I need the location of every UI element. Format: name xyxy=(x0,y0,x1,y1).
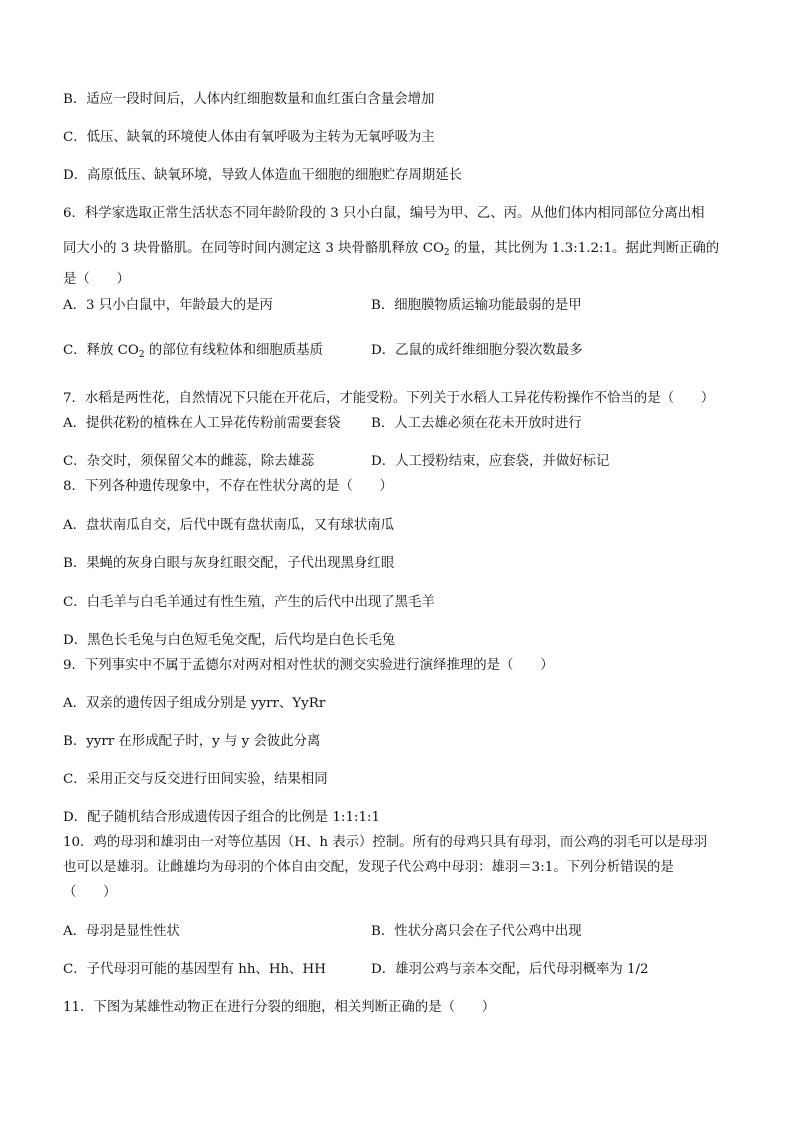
q6-option-c-a: C．释放 CO xyxy=(63,343,139,358)
q9-option-d: D．配子随机结合形成遗传因子组合的比例是 1:1:1:1 xyxy=(63,810,381,825)
q6-stem-line1: 6．科学家选取正常生活状态不同年龄阶段的 3 只小白鼠，编号为甲、乙、丙。从他们体内相同部位分离出相 xyxy=(63,206,705,221)
q9-stem: 9．下列事实中不属于孟德尔对两对相对性状的测交实验进行演绎推理的是（ ） xyxy=(63,658,554,673)
q6-stem-line3: 是（ ） xyxy=(63,272,130,287)
q6-stem-line2-a: 同大小的 3 块骨骼肌。在同等时间内测定这 3 块骨骼肌释放 CO xyxy=(63,241,444,256)
q10-option-d: D．雄羽公鸡与亲本交配，后代母羽概率为 1/2 xyxy=(371,962,649,977)
q10-option-b: B．性状分离只会在子代公鸡中出现 xyxy=(371,924,582,939)
q7-option-d: D．人工授粉结束，应套袋，并做好标记 xyxy=(371,454,610,469)
q7-option-c: C．杂交时，须保留父本的雌蕊，除去雄蕊 xyxy=(63,454,315,469)
q10-stem-line1: 10．鸡的母羽和雄羽由一对等位基因（H、h 表示）控制。所有的母鸡只具有母羽，而公鸡的羽毛可以是母羽 xyxy=(63,835,708,850)
q6-option-c-subscript: 2 xyxy=(138,350,145,360)
q7-option-b: B．人工去雄必须在花未开放时进行 xyxy=(371,416,582,431)
q6-option-d: D．乙鼠的成纤维细胞分裂次数最多 xyxy=(371,343,583,358)
q6-stem-line2-b: 的量，其比例为 1.3:1.2:1。据此判断正确的 xyxy=(449,241,720,256)
q8-option-a: A．盘状南瓜自交，后代中既有盘状南瓜，又有球状南瓜 xyxy=(63,518,395,533)
q9-option-b: B．yyrr 在形成配子时，y 与 y 会彼此分离 xyxy=(63,734,321,749)
q5-option-d: D．高原低压、缺氧环境，导致人体造血干细胞的细胞贮存周期延长 xyxy=(63,168,463,183)
q6-stem-line2 xyxy=(63,240,719,262)
q10-option-a: A．母羽是显性性状 xyxy=(63,924,180,939)
q8-option-c: C．白毛羊与白毛羊通过有性生殖，产生的后代中出现了黑毛羊 xyxy=(63,595,435,610)
q10-stem-line3: （ ） xyxy=(63,885,117,900)
q6-option-b: B．细胞膜物质运输功能最弱的是甲 xyxy=(371,298,582,313)
q9-option-c: C．采用正交与反交进行田间实验，结果相同 xyxy=(63,772,328,787)
q6-option-c xyxy=(63,342,323,364)
q10-stem-line2: 也可以是雄羽。让雌雄均为母羽的个体自由交配，发现子代公鸡中母羽：雄羽＝3:1。下列分析错误的是 xyxy=(63,860,674,875)
q7-option-a: A．提供花粉的植株在人工异花传粉前需要套袋 xyxy=(63,416,341,431)
q5-option-c: C．低压、缺氧的环境使人体由有氧呼吸为主转为无氧呼吸为主 xyxy=(63,130,435,145)
q7-stem: 7．水稻是两性花，自然情况下只能在开花后，才能受粉。下列关于水稻人工异花传粉操作不恰当的是（ ） xyxy=(63,391,715,406)
q10-option-c: C．子代母羽可能的基因型有 hh、Hh、HH xyxy=(63,962,326,977)
q6-co2-subscript: 2 xyxy=(443,248,450,258)
q8-option-d: D．黑色长毛兔与白色短毛兔交配，后代均是白色长毛兔 xyxy=(63,633,396,648)
q8-stem: 8．下列各种遗传现象中，不存在性状分离的是（ ） xyxy=(63,479,393,494)
q6-option-c-b: 的部位有线粒体和细胞质基质 xyxy=(144,343,323,358)
q9-option-a: A．双亲的遗传因子组成分别是 yyrr、YyRr xyxy=(63,696,326,711)
q6-option-a: A．3 只小白鼠中，年龄最大的是丙 xyxy=(63,298,273,313)
q5-option-b: B．适应一段时间后，人体内红细胞数量和血红蛋白含量会增加 xyxy=(63,92,435,107)
q8-option-b: B．果蝇的灰身白眼与灰身红眼交配，子代出现黑身红眼 xyxy=(63,556,395,571)
q11-stem: 11．下图为某雄性动物正在进行分裂的细胞，相关判断正确的是（ ） xyxy=(63,1000,496,1015)
